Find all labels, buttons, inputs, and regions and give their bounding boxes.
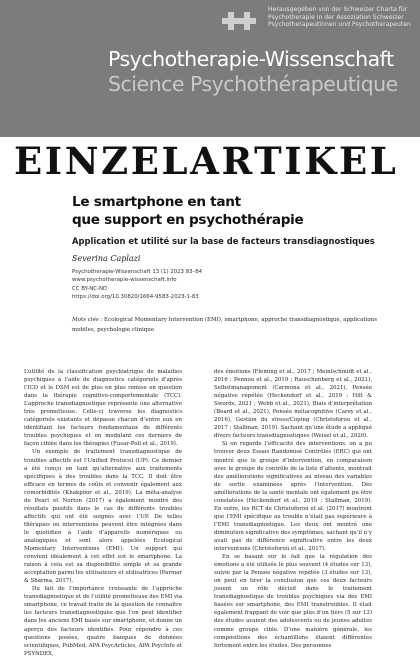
body-column-left — [24, 368, 182, 658]
author-name: Severina Caplazi — [72, 254, 141, 263]
body-paragraph: Un exemple de traitement transdiagnostique de troubles affectifs est l’Unified Protocol (UP). Ce dernier a été conçu en tant qu’alternative aux traitements spécifiques à des troubles dans la TCC. Il doit être efficace en termes de coûts et convenir également aux comorbidités (Khakpoor et al., 2019). La méta-analyse de Pearl et Norton (2017) a également montré des résultats positifs dans le cas de différents troubles affectifs qui ont été soignés avec l’UP. De telles thérapies ou interventions peuvent être intégrées dans le quotidien à l’aide d’appareils numériques ou analogiques et sont alors appelées Ecological Momentary Interventions (EMI). Un support qui convient idéalement à cet effet est le smartphone. La raison à cela est sa disponibilité simple et sa grande acceptation parmi les utilisateurs et utilisatrices (Parmar & Sharma, 2017). — [24, 449, 183, 585]
citation-license: CC BY-NC-ND — [72, 285, 108, 292]
article-title-line: que support en psychothérapie — [72, 211, 304, 228]
journal-title-german: Psychotherapie-Wissenschaft — [108, 47, 394, 71]
keywords-label: Mots clés : — [72, 317, 103, 323]
citation-website[interactable]: www.psychotherapie-wissenschaft.info — [72, 277, 177, 284]
article-title — [72, 194, 372, 229]
keywords-text: Ecological Momentary Intervention (EMI), smartphone, approche transdiagnostique, applications mobiles, psychologie clinique — [72, 317, 378, 333]
journal-title-french: Science Psychothérapeutique — [108, 72, 398, 96]
citation-block — [72, 268, 372, 302]
body-paragraph: des émotions (Fleming et al., 2017 ; Meinlschmidt et al., 2016 ; Pennou et al., 2019 ; Rauschenberg et al., 2021), Selbstmanagement (Carmona et al., 2021), Pensée négative répétée (Heckendorf et al., 2019 ; Hilt & Swords, 2021 ; Webb et al., 2021), Biais d’interprétation (Beard et al., 2021), Pensée métacognitive (Carey et al., 2016), Gestion du stress/Coping (Christoforou et al., 2017 ; Stallman, 2019). Sachant qu’une étude a appliqué divers facteurs transdiagnostiques (Weisel et al., 2020). — [214, 369, 372, 440]
body-paragraph: Si on regarde l’efficacité des interventions, on a pu trouver deux Essais Randomisé Contrôlés (ERC) qui ont montré que le groupe d’intervention, en comparaison avec le groupe de contrôle de la liste d’attente, montrait des améliorations significatives au niveau des variables de sortie examinées après l’intervention. Des améliorations de la santé mentale ont également pu être constatées (Heckendorf et al., 2019 ; Stallman, 2019). En outre, les RCT de Christoforou et al. (2017) montrent que l’EMI spécifique au trouble n’était pas supérieure à l’EMI transdiagnostique. Les deux ont montré une diminution significative des symptômes, sachant qu’il n’y avait pas de différence significative entre les deux interventions (Christoforou et al., 2017). — [214, 441, 372, 553]
body-column-right — [214, 368, 372, 650]
publisher-note: Herausgegeben von der Schweizer Charta für Psychotherapie in der Assoziation Schweizer Psychotherapeutinnen und Psychotherapeuten — [268, 6, 411, 29]
section-label: EINZELARTIKEL — [14, 139, 399, 183]
body-paragraph: En se basant sur le fait que la régulation des émotions a été utilisée le plus souvent (4 études sur 13), suivie par la Pensée négative répétée (3 études sur 13), on peut en tirer la conclusion que ces deux facteurs jouent un rôle décisif dans le traitement transdiagnostique de troubles psychiques via des EMI basées sur smartphone, des EMI transtroubles. Il était également frappant de voir que plus d’un tiers (5 sur 13) des études avaient des adolescents ou de jeunes adultes comme groupe cible. D’une manière générale, les compositions des échantillons étaient différentes fortement entre les études. Des personnes — [214, 554, 372, 649]
body-paragraph: L’utilité de la classification psychiatrique de maladies psychiques à l’aide de diagnostics catégoriels d’après l’ICD et le DSM est de plus en plus remise en question dans la thérapie cognitivo-comportementale (TCC). L’approche transdiagnostique représente une alternative très prometteuse. Celle-ci traverse les diagnostics catégoriels existants et dépasse chacun d’entre eux en identifiant les facteurs fondamentaux de différents troubles psychiques et en modulant ces derniers de façon ciblée dans les thérapies (Fusar-Poli et al., 2019). — [24, 369, 182, 448]
journal-header-band — [0, 0, 420, 137]
citation-doi[interactable]: https://doi.org/10.30820/1664-9583-2023-1-83 — [72, 294, 199, 301]
citation-journal: Psychotherapie-Wissenschaft 13 (1) 2023 83–84 — [72, 269, 203, 275]
swiss-cross-icon — [238, 12, 256, 30]
body-paragraph: Du fait de l’importance croissante de l’approche transdiagnostique et de l’utilité prometteuse des EMI via smartphone, ce travail traite de la question de connaître les facteurs transdiagnostiques que l’on peut identifier dans les anciens EMI basés sur smartphone, et donne un aperçu des facteurs identifiés. Pour répondre à ces questions posées, quatre banques de données scientifiques, PubMed, APA PsycArticles, APA PsycInfo et PSYNDEX, — [24, 586, 182, 657]
article-subtitle: Application et utilité sur la base de facteurs transdiagnostiques — [72, 236, 375, 246]
keywords — [72, 316, 384, 335]
article-title-line: Le smartphone en tant — [72, 194, 241, 210]
